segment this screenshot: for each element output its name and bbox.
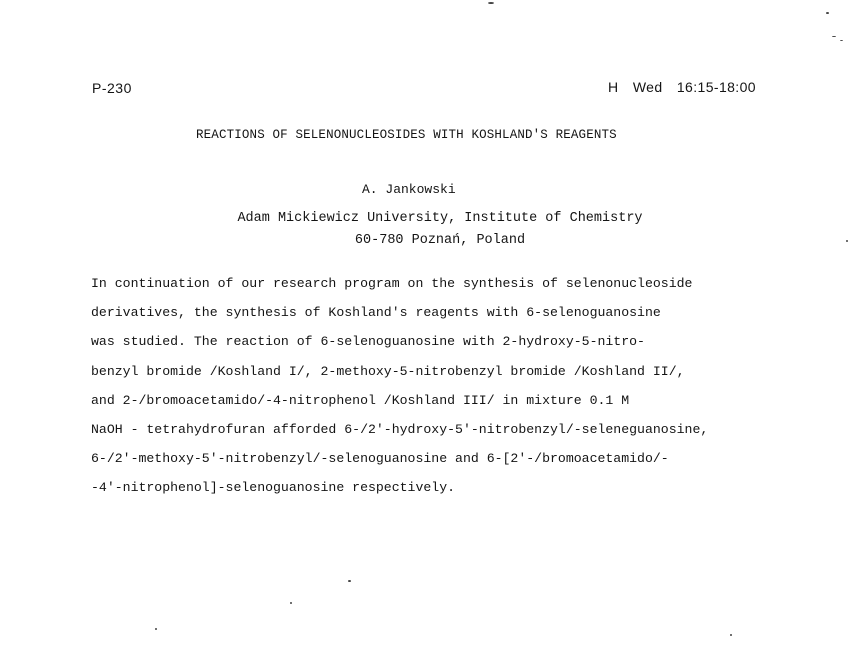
scan-speck <box>290 602 292 604</box>
scan-speck <box>832 36 836 37</box>
abstract-line: was studied. The reaction of 6-selenoguanosine with 2-hydroxy-5-nitro- <box>91 334 645 350</box>
session-time: 16:15-18:00 <box>676 79 756 95</box>
scan-speck <box>840 40 843 41</box>
scan-speck <box>846 240 848 242</box>
abstract-id: P-230 <box>92 80 132 96</box>
abstract-line: NaOH - tetrahydrofuran afforded 6-/2'-hydroxy-5'-nitrobenzyl/-seleneguanosine, <box>91 421 709 437</box>
abstract-line: derivatives, the synthesis of Koshland's reagents with 6-selenoguanosine <box>91 305 661 321</box>
session-room: H <box>608 79 619 95</box>
paper-title: REACTIONS OF SELENONUCLEOSIDES WITH KOSHLAND'S REAGENTS <box>196 128 617 142</box>
scan-speck <box>730 634 732 636</box>
abstract-line: -4'-nitrophenol]-selenoguanosine respectively. <box>91 480 456 496</box>
abstract-line: and 2-/bromoacetamido/-4-nitrophenol /Koshland III/ in mixture 0.1 M <box>91 392 630 408</box>
scan-speck <box>348 580 351 582</box>
scan-speck <box>826 12 829 14</box>
abstract-line: In continuation of our research program on the synthesis of selenonucleoside <box>91 276 693 291</box>
scan-speck <box>488 2 494 4</box>
affiliation-line-1: Adam Mickiewicz University, Institute of Chemistry <box>237 211 643 226</box>
author-name: A. Jankowski <box>362 182 456 197</box>
affiliation-line-2: 60-780 Poznań, Poland <box>354 233 526 248</box>
scan-speck <box>155 628 157 630</box>
abstract-body <box>91 276 791 510</box>
abstract-line: benzyl bromide /Koshland I/, 2-methoxy-5-nitrobenzyl bromide /Koshland II/, <box>91 363 685 379</box>
session-info <box>608 79 756 95</box>
session-day: Wed <box>632 79 663 95</box>
abstract-line: 6-/2'-methoxy-5'-nitrobenzyl/-selenoguanosine and 6-[2'-/bromoacetamido/- <box>91 451 669 467</box>
